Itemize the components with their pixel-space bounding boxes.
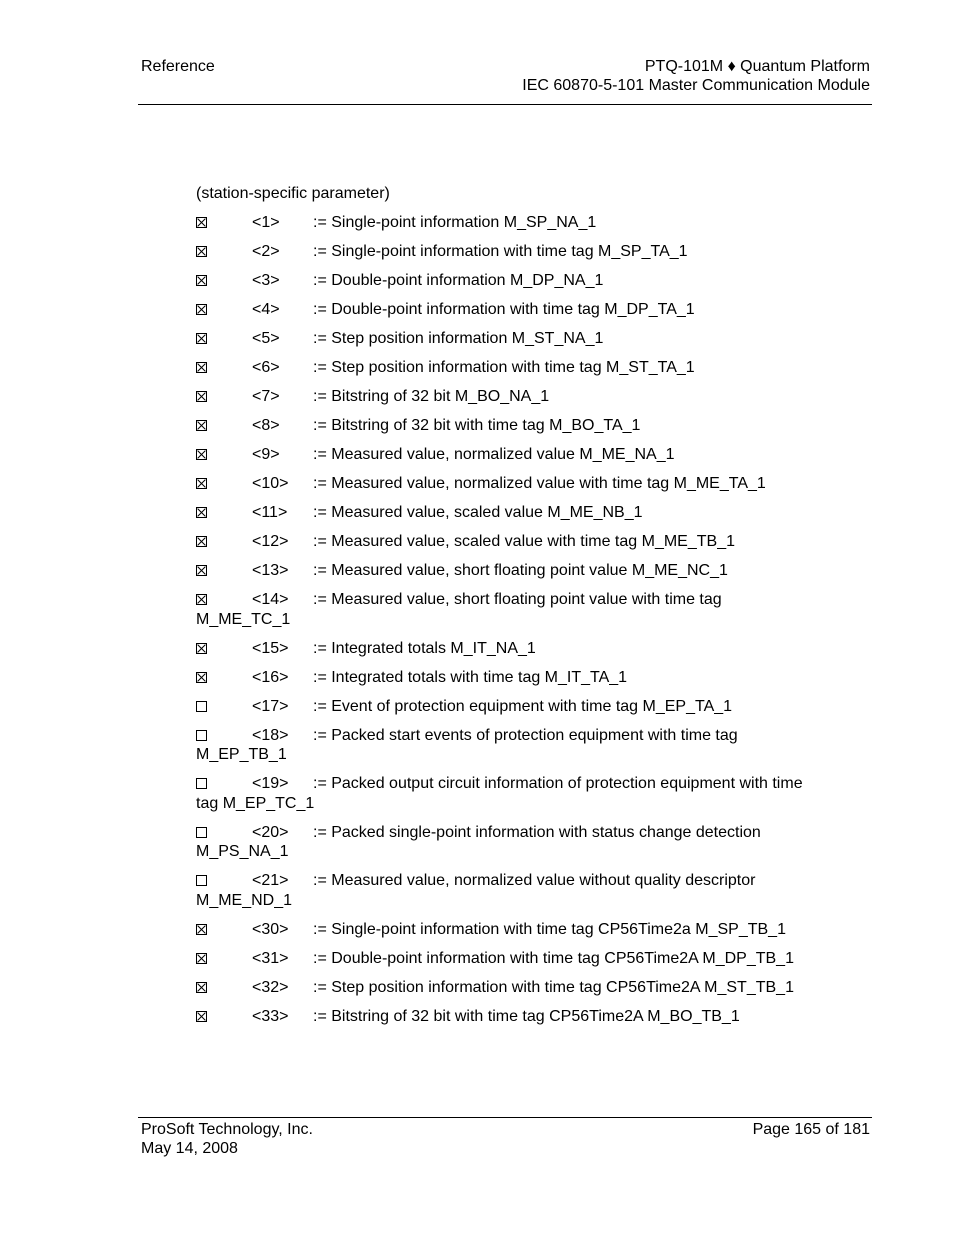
checked-box-icon bbox=[196, 1011, 207, 1022]
checked-box-icon bbox=[196, 246, 207, 257]
type-id-description: := Step position information with time tag CP56Time2A M_ST_TB_1 bbox=[313, 978, 794, 996]
checkbox-cell bbox=[196, 590, 252, 610]
checkbox-cell bbox=[196, 823, 252, 843]
header-subtitle: IEC 60870-5-101 Master Communication Module bbox=[522, 77, 870, 94]
list-item bbox=[196, 697, 816, 717]
checked-box-icon bbox=[196, 449, 207, 460]
type-id-description: := Packed output circuit information of protection equipment with time tag M_EP_TC_1 bbox=[196, 775, 803, 812]
list-item bbox=[196, 532, 816, 552]
type-id-number: <33> bbox=[252, 1007, 289, 1025]
list-item bbox=[196, 1007, 816, 1027]
header-divider bbox=[138, 104, 872, 105]
list-item bbox=[196, 978, 816, 998]
type-id-number: <15> bbox=[252, 639, 289, 657]
type-id-description: := Measured value, scaled value M_ME_NB_1 bbox=[313, 504, 643, 521]
type-id-number: <16> bbox=[252, 668, 289, 686]
checkbox-cell bbox=[196, 920, 252, 940]
footer-date: May 14, 2008 bbox=[141, 1140, 238, 1157]
checkbox-cell bbox=[196, 1007, 252, 1027]
type-id-number: <12> bbox=[252, 533, 289, 550]
type-id-description: := Measured value, short floating point value with time tag M_ME_TC_1 bbox=[196, 591, 722, 628]
checked-box-icon bbox=[196, 643, 207, 654]
unchecked-box-icon bbox=[196, 875, 207, 886]
type-id-number: <4> bbox=[252, 301, 280, 318]
type-id-description: := Single-point information with time tag CP56Time2a M_SP_TB_1 bbox=[313, 920, 786, 938]
type-id-number: <13> bbox=[252, 562, 289, 579]
checkbox-cell bbox=[196, 978, 252, 998]
type-id-number: <18> bbox=[252, 726, 289, 744]
list-item bbox=[196, 949, 816, 969]
type-id-description: := Measured value, normalized value with time tag M_ME_TA_1 bbox=[313, 475, 766, 492]
list-item bbox=[196, 329, 816, 349]
checkbox-cell bbox=[196, 639, 252, 659]
checked-box-icon bbox=[196, 672, 207, 683]
checked-box-icon bbox=[196, 362, 207, 373]
list-item bbox=[196, 416, 816, 436]
type-id-number: <5> bbox=[252, 330, 280, 347]
type-id-description: := Measured value, normalized value M_ME_NA_1 bbox=[313, 446, 675, 463]
checkbox-cell bbox=[196, 213, 252, 233]
checkbox-cell bbox=[196, 949, 252, 969]
type-id-number: <2> bbox=[252, 243, 280, 260]
checkbox-cell bbox=[196, 774, 252, 794]
type-id-number: <11> bbox=[252, 504, 288, 521]
checked-box-icon bbox=[196, 275, 207, 286]
checked-box-icon bbox=[196, 924, 207, 935]
type-id-number: <14> bbox=[252, 591, 289, 608]
checked-box-icon bbox=[196, 391, 207, 402]
list-item bbox=[196, 242, 816, 262]
type-id-number: <32> bbox=[252, 978, 289, 996]
header-product-line: PTQ-101M ♦ Quantum Platform bbox=[644, 58, 870, 75]
footer-left-block bbox=[141, 1120, 313, 1158]
type-id-description: := Bitstring of 32 bit with time tag M_BO_TA_1 bbox=[313, 417, 641, 434]
checked-box-icon bbox=[196, 420, 207, 431]
checked-box-icon bbox=[196, 507, 207, 518]
checkbox-cell bbox=[196, 532, 252, 552]
type-id-description: := Double-point information with time tag M_DP_TA_1 bbox=[313, 301, 695, 318]
unchecked-box-icon bbox=[196, 730, 207, 741]
type-id-description: := Integrated totals M_IT_NA_1 bbox=[313, 639, 536, 657]
checkbox-cell bbox=[196, 329, 252, 349]
type-id-description: := Double-point information M_DP_NA_1 bbox=[313, 272, 604, 289]
footer-divider bbox=[138, 1117, 872, 1118]
type-id-description: := Single-point information with time tag M_SP_TA_1 bbox=[313, 243, 688, 260]
list-item bbox=[196, 823, 816, 862]
type-id-description: := Step position information with time tag M_ST_TA_1 bbox=[313, 359, 695, 376]
type-id-description: := Bitstring of 32 bit with time tag CP56Time2A M_BO_TB_1 bbox=[313, 1007, 740, 1025]
type-id-description: := Measured value, short floating point value M_ME_NC_1 bbox=[313, 562, 728, 579]
checked-box-icon bbox=[196, 304, 207, 315]
type-id-number: <10> bbox=[252, 475, 289, 492]
type-id-description: := Event of protection equipment with time tag M_EP_TA_1 bbox=[313, 697, 733, 715]
list-item bbox=[196, 300, 816, 320]
checked-box-icon bbox=[196, 565, 207, 576]
list-item bbox=[196, 668, 816, 688]
type-id-number: <17> bbox=[252, 697, 289, 715]
type-id-number: <21> bbox=[252, 872, 289, 889]
list-item bbox=[196, 503, 816, 523]
type-id-description: := Double-point information with time tag CP56Time2A M_DP_TB_1 bbox=[313, 949, 794, 967]
checkbox-cell bbox=[196, 871, 252, 891]
unchecked-box-icon bbox=[196, 778, 207, 789]
list-item bbox=[196, 726, 816, 765]
type-id-number: <3> bbox=[252, 272, 280, 289]
type-id-description: := Step position information M_ST_NA_1 bbox=[313, 330, 604, 347]
type-id-number: <30> bbox=[252, 920, 289, 938]
header-section-label: Reference bbox=[141, 58, 215, 75]
checkbox-cell bbox=[196, 726, 252, 746]
checkbox-cell bbox=[196, 416, 252, 436]
checked-box-icon bbox=[196, 536, 207, 547]
type-id-description: := Measured value, scaled value with time tag M_ME_TB_1 bbox=[313, 533, 735, 550]
type-id-number: <20> bbox=[252, 823, 289, 841]
type-identification-list bbox=[196, 213, 816, 1036]
type-id-number: <7> bbox=[252, 388, 280, 405]
header-title-block bbox=[522, 57, 870, 95]
type-id-description: := Single-point information M_SP_NA_1 bbox=[313, 214, 597, 231]
list-item bbox=[196, 474, 816, 494]
footer-page-number: Page 165 of 181 bbox=[752, 1121, 870, 1138]
type-id-description: := Measured value, normalized value without quality descriptor M_ME_ND_1 bbox=[196, 872, 756, 909]
type-id-number: <8> bbox=[252, 417, 280, 434]
type-id-number: <6> bbox=[252, 359, 280, 376]
type-id-number: <19> bbox=[252, 775, 289, 792]
checkbox-cell bbox=[196, 503, 252, 523]
type-id-number: <9> bbox=[252, 446, 280, 463]
checkbox-cell bbox=[196, 387, 252, 407]
type-id-number: <1> bbox=[252, 214, 280, 231]
list-item bbox=[196, 561, 816, 581]
checkbox-cell bbox=[196, 668, 252, 688]
list-item bbox=[196, 358, 816, 378]
checkbox-cell bbox=[196, 242, 252, 262]
type-id-description: := Integrated totals with time tag M_IT_TA_1 bbox=[313, 668, 628, 686]
footer-company: ProSoft Technology, Inc. bbox=[141, 1121, 313, 1138]
type-id-description: := Packed start events of protection equipment with time tag M_EP_TB_1 bbox=[196, 726, 738, 763]
list-item bbox=[196, 590, 816, 629]
type-id-description: := Packed single-point information with status change detection M_PS_NA_1 bbox=[196, 823, 761, 860]
list-item bbox=[196, 213, 816, 233]
unchecked-box-icon bbox=[196, 701, 207, 712]
checkbox-cell bbox=[196, 697, 252, 717]
list-item bbox=[196, 920, 816, 940]
list-item bbox=[196, 774, 816, 813]
checked-box-icon bbox=[196, 333, 207, 344]
type-id-description: := Bitstring of 32 bit M_BO_NA_1 bbox=[313, 388, 550, 405]
checked-box-icon bbox=[196, 217, 207, 228]
list-item bbox=[196, 271, 816, 291]
checked-box-icon bbox=[196, 478, 207, 489]
list-item bbox=[196, 387, 816, 407]
checkbox-cell bbox=[196, 474, 252, 494]
checked-box-icon bbox=[196, 594, 207, 605]
list-item bbox=[196, 445, 816, 465]
checkbox-cell bbox=[196, 271, 252, 291]
checkbox-cell bbox=[196, 561, 252, 581]
list-item bbox=[196, 871, 816, 910]
checkbox-cell bbox=[196, 300, 252, 320]
unchecked-box-icon bbox=[196, 827, 207, 838]
list-item bbox=[196, 639, 816, 659]
type-id-number: <31> bbox=[252, 949, 289, 967]
checked-box-icon bbox=[196, 953, 207, 964]
intro-text: (station-specific parameter) bbox=[196, 185, 390, 202]
checkbox-cell bbox=[196, 445, 252, 465]
checkbox-cell bbox=[196, 358, 252, 378]
checked-box-icon bbox=[196, 982, 207, 993]
